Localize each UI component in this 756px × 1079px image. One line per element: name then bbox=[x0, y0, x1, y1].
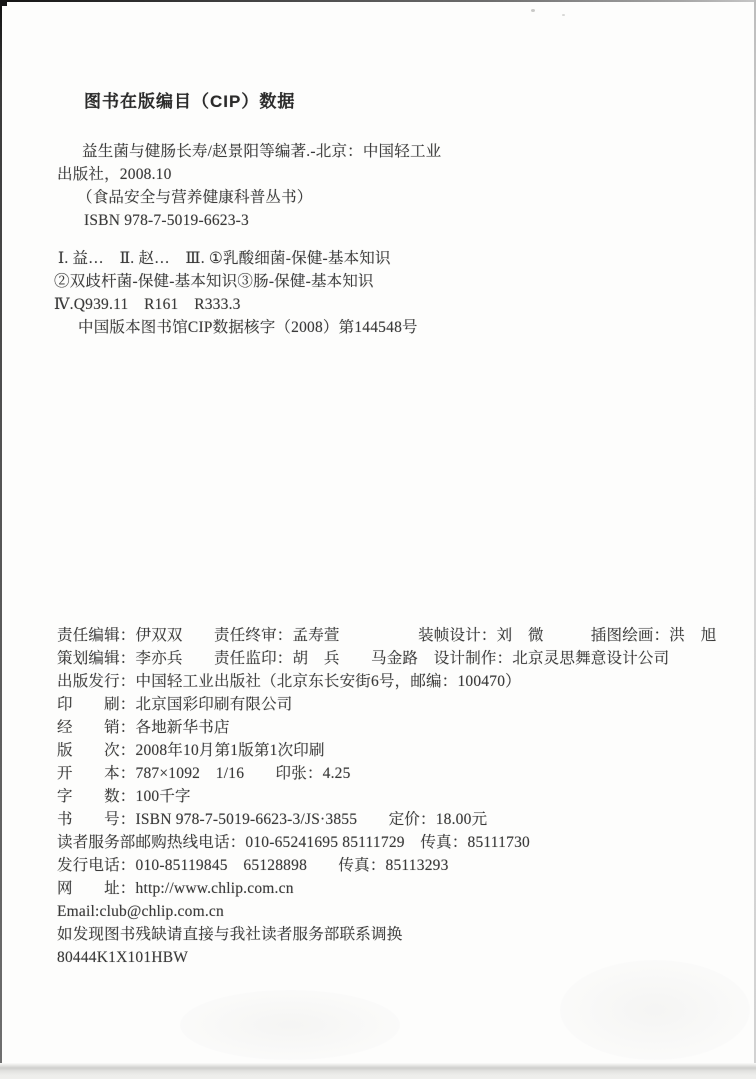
isbn-price-line: 书 号：ISBN 978-7-5019-6623-3/JS·3855 定价：18.00元 bbox=[57, 811, 488, 828]
credit-line: 策划编辑：李亦兵 责任监印：胡 兵 马金路 设计制作：北京灵思舞意设计公司 bbox=[57, 650, 670, 667]
cip-class-line-1: Ⅰ. 益… Ⅱ. 赵… Ⅲ. ①乳酸细菌-保健-基本知识 bbox=[58, 250, 391, 267]
format-line: 开 本：787×1092 1/16 印张：4.25 bbox=[57, 765, 351, 782]
scan-edge-top bbox=[0, 0, 756, 2]
cip-classification-block bbox=[54, 247, 418, 339]
scan-speck bbox=[562, 14, 565, 16]
publisher-line: 出版发行：中国轻工业出版社（北京东长安街6号，邮编：100470） bbox=[57, 673, 521, 690]
scan-corner-mark bbox=[0, 0, 7, 6]
colophon-block bbox=[57, 624, 716, 969]
cip-description-block bbox=[57, 140, 441, 232]
cip-desc-line-4: ISBN 978-7-5019-6623-3 bbox=[84, 212, 249, 229]
credit-line: 责任编辑：伊双双 责任终审：孟寿萱 装帧设计：刘 微 插图绘画：洪 旭 bbox=[57, 627, 717, 644]
edition-line: 版 次：2008年10月第1版第1次印刷 bbox=[57, 742, 325, 759]
print-batch-code: 80444K1X101HBW bbox=[57, 949, 189, 966]
scan-edge-left bbox=[0, 0, 2, 1079]
scan-smudge bbox=[560, 960, 750, 1060]
distributor-line: 经 销：各地新华书店 bbox=[57, 719, 230, 736]
scan-bottom-strip bbox=[0, 1063, 756, 1079]
sales-phone-line: 发行电话：010-85119845 65128898 传真：85113293 bbox=[57, 857, 449, 874]
email-line: Email:club@chlip.com.cn bbox=[57, 903, 224, 920]
cip-class-line-3: Ⅳ.Q939.11 R161 R333.3 bbox=[54, 296, 241, 313]
cip-desc-line-1: 益生菌与健肠长寿/赵景阳等编著.-北京：中国轻工业 bbox=[82, 143, 442, 160]
scan-smudge bbox=[180, 990, 400, 1060]
website-line: 网 址：http://www.chlip.com.cn bbox=[57, 880, 294, 897]
service-phone-line: 读者服务部邮购热线电话：010-65241695 85111729 传真：85111730 bbox=[57, 834, 530, 851]
cip-class-line-2: ②双歧杆菌-保健-基本知识③肠-保健-基本知识 bbox=[54, 273, 374, 290]
printer-line: 印 刷：北京国彩印刷有限公司 bbox=[57, 696, 293, 713]
cip-desc-line-3: （食品安全与营养健康科普丛书） bbox=[77, 189, 313, 206]
cip-title: 图书在版编目（CIP）数据 bbox=[84, 92, 296, 111]
word-count-line: 字 数：100千字 bbox=[57, 788, 191, 805]
cip-class-line-4: 中国版本图书馆CIP数据核字（2008）第144548号 bbox=[78, 319, 418, 336]
scan-speck bbox=[531, 9, 535, 12]
replacement-notice: 如发现图书残缺请直接与我社读者服务部联系调换 bbox=[57, 926, 403, 943]
cip-desc-line-2: 出版社，2008.10 bbox=[57, 166, 172, 183]
